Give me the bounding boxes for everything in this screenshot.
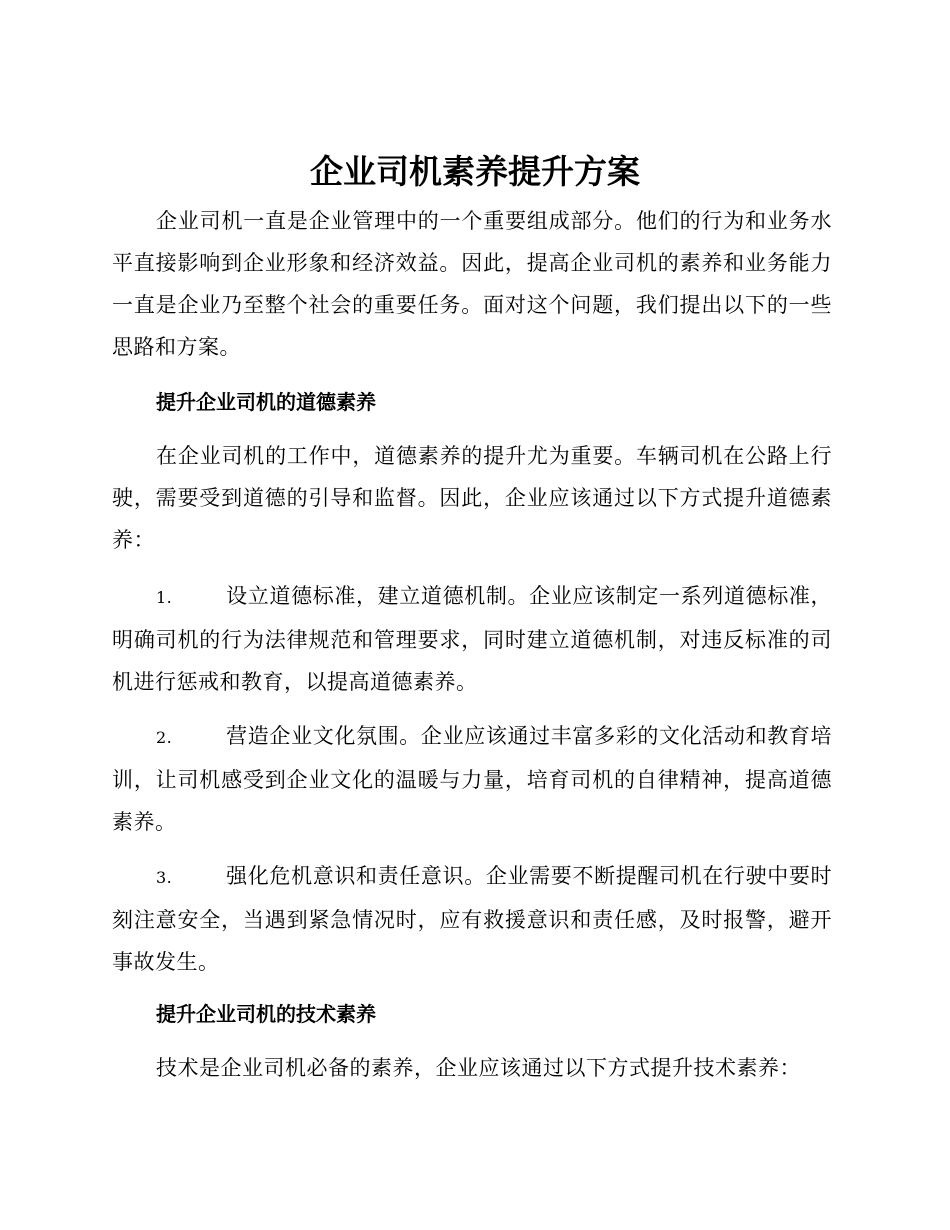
intro-paragraph: 企业司机一直是企业管理中的一个重要组成部分。他们的行为和业务水平直接影响到企业形象和经济效益。因此，提高企业司机的素养和业务能力一直是企业乃至整个社会的重要任务。面对这个问题，我们提出以下的一些思路和方案。 [112,209,832,359]
list-item-number: 2. [156,728,173,747]
moral-intro-paragraph: 在企业司机的工作中，道德素养的提升尤为重要。车辆司机在公路上行驶，需要受到道德的引导和监督。因此，企业应该通过以下方式提升道德素养： [112,444,832,552]
list-item [112,715,832,843]
list-item-text: 营造企业文化氛围。企业应该通过丰富多彩的文化活动和教育培训，让司机感受到企业文化的温暖与力量，培育司机的自律精神，提高道德素养。 [112,724,832,834]
list-item [112,575,832,703]
list-item [112,855,832,983]
list-item-text: 设立道德标准，建立道德机制。企业应该制定一系列道德标准，明确司机的行为法律规范和管理要求，同时建立道德机制，对违反标准的司机进行惩戒和教育，以提高道德素养。 [112,584,832,694]
section-heading-moral: 提升企业司机的道德素养 [156,390,376,414]
technical-intro-paragraph: 技术是企业司机必备的素养，企业应该通过以下方式提升技术素养： [156,1056,801,1080]
document-title: 企业司机素养提升方案 [310,152,640,191]
list-item-text: 强化危机意识和责任意识。企业需要不断提醒司机在行驶中要时刻注意安全，当遇到紧急情况时，应有救援意识和责任感，及时报警，避开事故发生。 [112,864,832,974]
list-item-number: 1. [156,588,173,607]
list-item-number: 3. [156,868,173,887]
section-heading-technical: 提升企业司机的技术素养 [156,1002,376,1026]
